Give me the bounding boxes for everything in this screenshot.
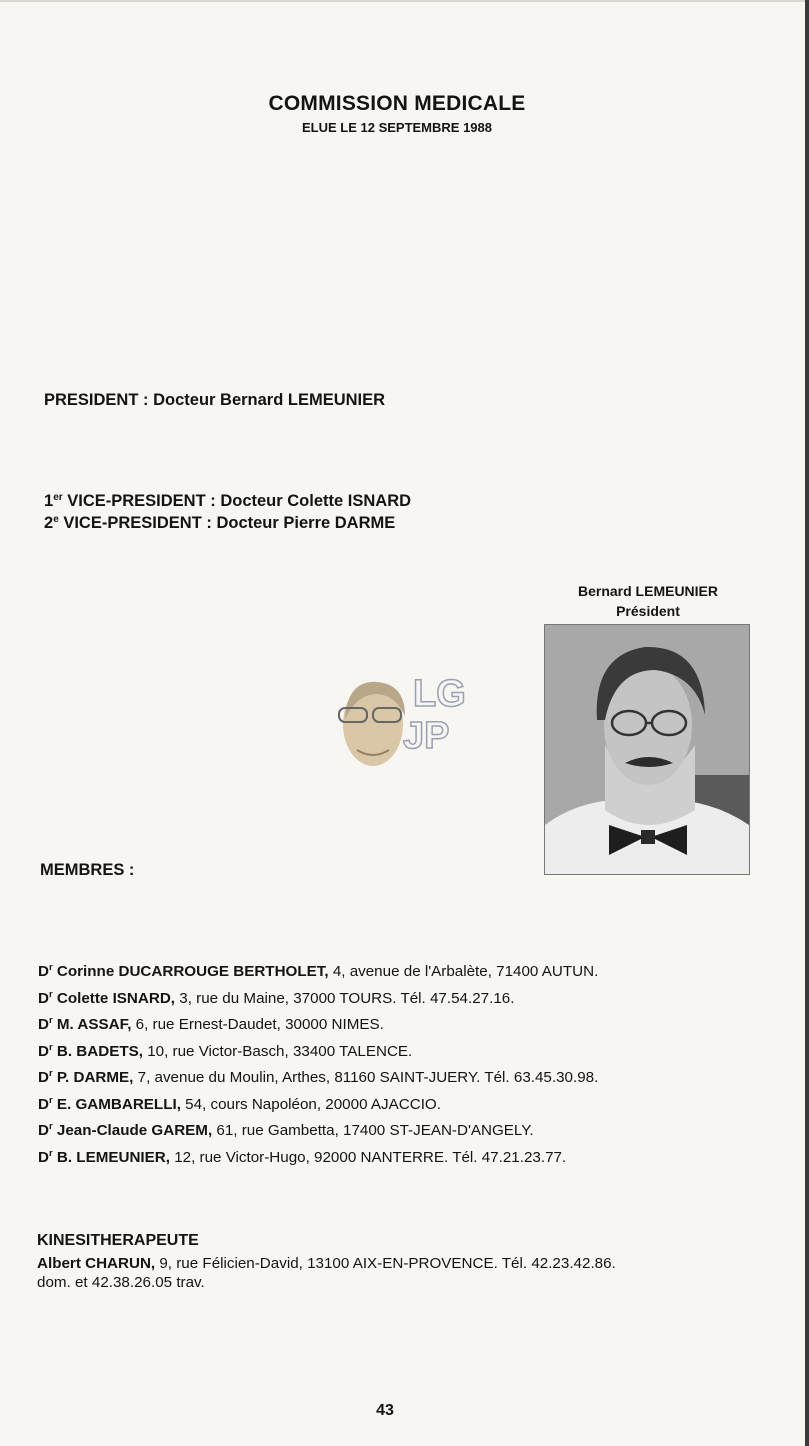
vp2-ordinal-sup: e bbox=[53, 514, 59, 525]
page-top-edge bbox=[0, 0, 809, 2]
vp1-ordinal: 1 bbox=[44, 492, 54, 510]
member-prefix: D bbox=[38, 1042, 49, 1060]
list-item bbox=[38, 1148, 778, 1175]
vp1-ordinal-sup: er bbox=[53, 492, 63, 503]
vp1-name: Docteur Colette ISNARD bbox=[220, 492, 412, 510]
member-prefix: D bbox=[38, 1148, 49, 1166]
member-prefix-sup: r bbox=[48, 1121, 53, 1132]
member-name: P. DARME, bbox=[52, 1069, 134, 1086]
photo-caption-role: Président bbox=[616, 603, 680, 619]
member-address: 7, avenue du Moulin, Arthes, 81160 SAINT-JUERY. Tél. 63.45.30.98. bbox=[133, 1069, 599, 1086]
vice-president-2-line bbox=[44, 514, 395, 533]
member-prefix: D bbox=[38, 989, 49, 1007]
member-address: 4, avenue de l'Arbalète, 71400 AUTUN. bbox=[328, 963, 599, 980]
member-prefix: D bbox=[38, 1069, 49, 1086]
kinesitherapeute-title: KINESITHERAPEUTE bbox=[37, 1232, 199, 1249]
photo-caption-name: Bernard LEMEUNIER bbox=[577, 583, 719, 599]
member-name: B. LEMEUNIER, bbox=[52, 1148, 170, 1166]
kinesitherapeute-line-2: dom. et 42.38.26.05 trav. bbox=[37, 1274, 205, 1291]
member-address: 54, cours Napoléon, 20000 AJACCIO. bbox=[180, 1095, 441, 1113]
vp2-ordinal: 2 bbox=[44, 514, 54, 532]
page-number: 43 bbox=[376, 1402, 394, 1419]
kinesitherapeute-address: 9, rue Félicien-David, 13100 AIX-EN-PROVENCE. Tél. 42.23.42.86. bbox=[155, 1255, 616, 1272]
list-item bbox=[38, 962, 778, 989]
member-prefix-sup: r bbox=[48, 1094, 53, 1106]
vp1-separator: : bbox=[205, 492, 221, 510]
list-item bbox=[38, 1068, 778, 1095]
member-name: M. ASSAF, bbox=[52, 1016, 132, 1033]
list-item bbox=[38, 1042, 778, 1069]
vp2-name: Docteur Pierre DARME bbox=[216, 514, 396, 532]
member-prefix: D bbox=[38, 1095, 49, 1113]
president-role: PRESIDENT bbox=[44, 391, 139, 409]
member-name: B. BADETS, bbox=[52, 1042, 143, 1060]
member-address: 12, rue Victor-Hugo, 92000 NANTERRE. Tél. 47.21.23.77. bbox=[169, 1148, 567, 1166]
list-item bbox=[38, 989, 778, 1016]
kinesitherapeute-name: Albert CHARUN, bbox=[37, 1255, 156, 1272]
page-title: COMMISSION MEDICALE bbox=[268, 92, 526, 115]
watermark-text-bottom: JP bbox=[403, 715, 450, 757]
vp2-separator: : bbox=[201, 514, 217, 532]
member-name: Colette ISNARD, bbox=[52, 989, 176, 1007]
member-name: E. GAMBARELLI, bbox=[52, 1095, 181, 1113]
member-address: 3, rue du Maine, 37000 TOURS. Tél. 47.54.27.16. bbox=[175, 989, 515, 1007]
member-address: 61, rue Gambetta, 17400 ST-JEAN-D'ANGELY. bbox=[212, 1122, 534, 1139]
member-prefix: D bbox=[38, 963, 49, 980]
member-prefix: D bbox=[38, 1122, 49, 1139]
president-separator: : bbox=[138, 391, 154, 409]
member-prefix: D bbox=[38, 1016, 49, 1033]
president-name: Docteur Bernard LEMEUNIER bbox=[153, 391, 386, 409]
member-prefix-sup: r bbox=[48, 1015, 53, 1026]
member-address: 10, rue Victor-Basch, 33400 TALENCE. bbox=[142, 1042, 413, 1060]
member-prefix-sup: r bbox=[48, 1041, 53, 1053]
page-right-edge bbox=[805, 0, 809, 1446]
member-prefix-sup: r bbox=[48, 1068, 53, 1079]
member-prefix-sup: r bbox=[48, 988, 53, 1000]
president-line bbox=[44, 391, 385, 410]
list-item bbox=[38, 1015, 778, 1042]
member-name: Corinne DUCARROUGE BERTHOLET, bbox=[52, 963, 329, 980]
watermark-logo bbox=[335, 672, 481, 776]
vp2-role: VICE-PRESIDENT bbox=[58, 514, 202, 532]
list-item bbox=[38, 1121, 778, 1148]
portrait-illustration bbox=[545, 625, 749, 874]
member-name: Jean-Claude GAREM, bbox=[52, 1122, 213, 1139]
vp1-role: VICE-PRESIDENT bbox=[62, 492, 206, 510]
page-subtitle: ELUE LE 12 SEPTEMBRE 1988 bbox=[301, 120, 492, 135]
members-label: MEMBRES : bbox=[40, 861, 135, 879]
vice-president-1-line bbox=[44, 492, 411, 511]
watermark-text-top: LG bbox=[413, 673, 466, 715]
president-portrait-photo bbox=[544, 624, 750, 875]
member-address: 6, rue Ernest-Daudet, 30000 NIMES. bbox=[131, 1016, 384, 1033]
list-item bbox=[38, 1095, 778, 1122]
member-prefix-sup: r bbox=[48, 962, 53, 973]
member-prefix-sup: r bbox=[48, 1147, 53, 1159]
kinesitherapeute-line-1 bbox=[37, 1255, 616, 1272]
members-list bbox=[38, 962, 778, 1174]
